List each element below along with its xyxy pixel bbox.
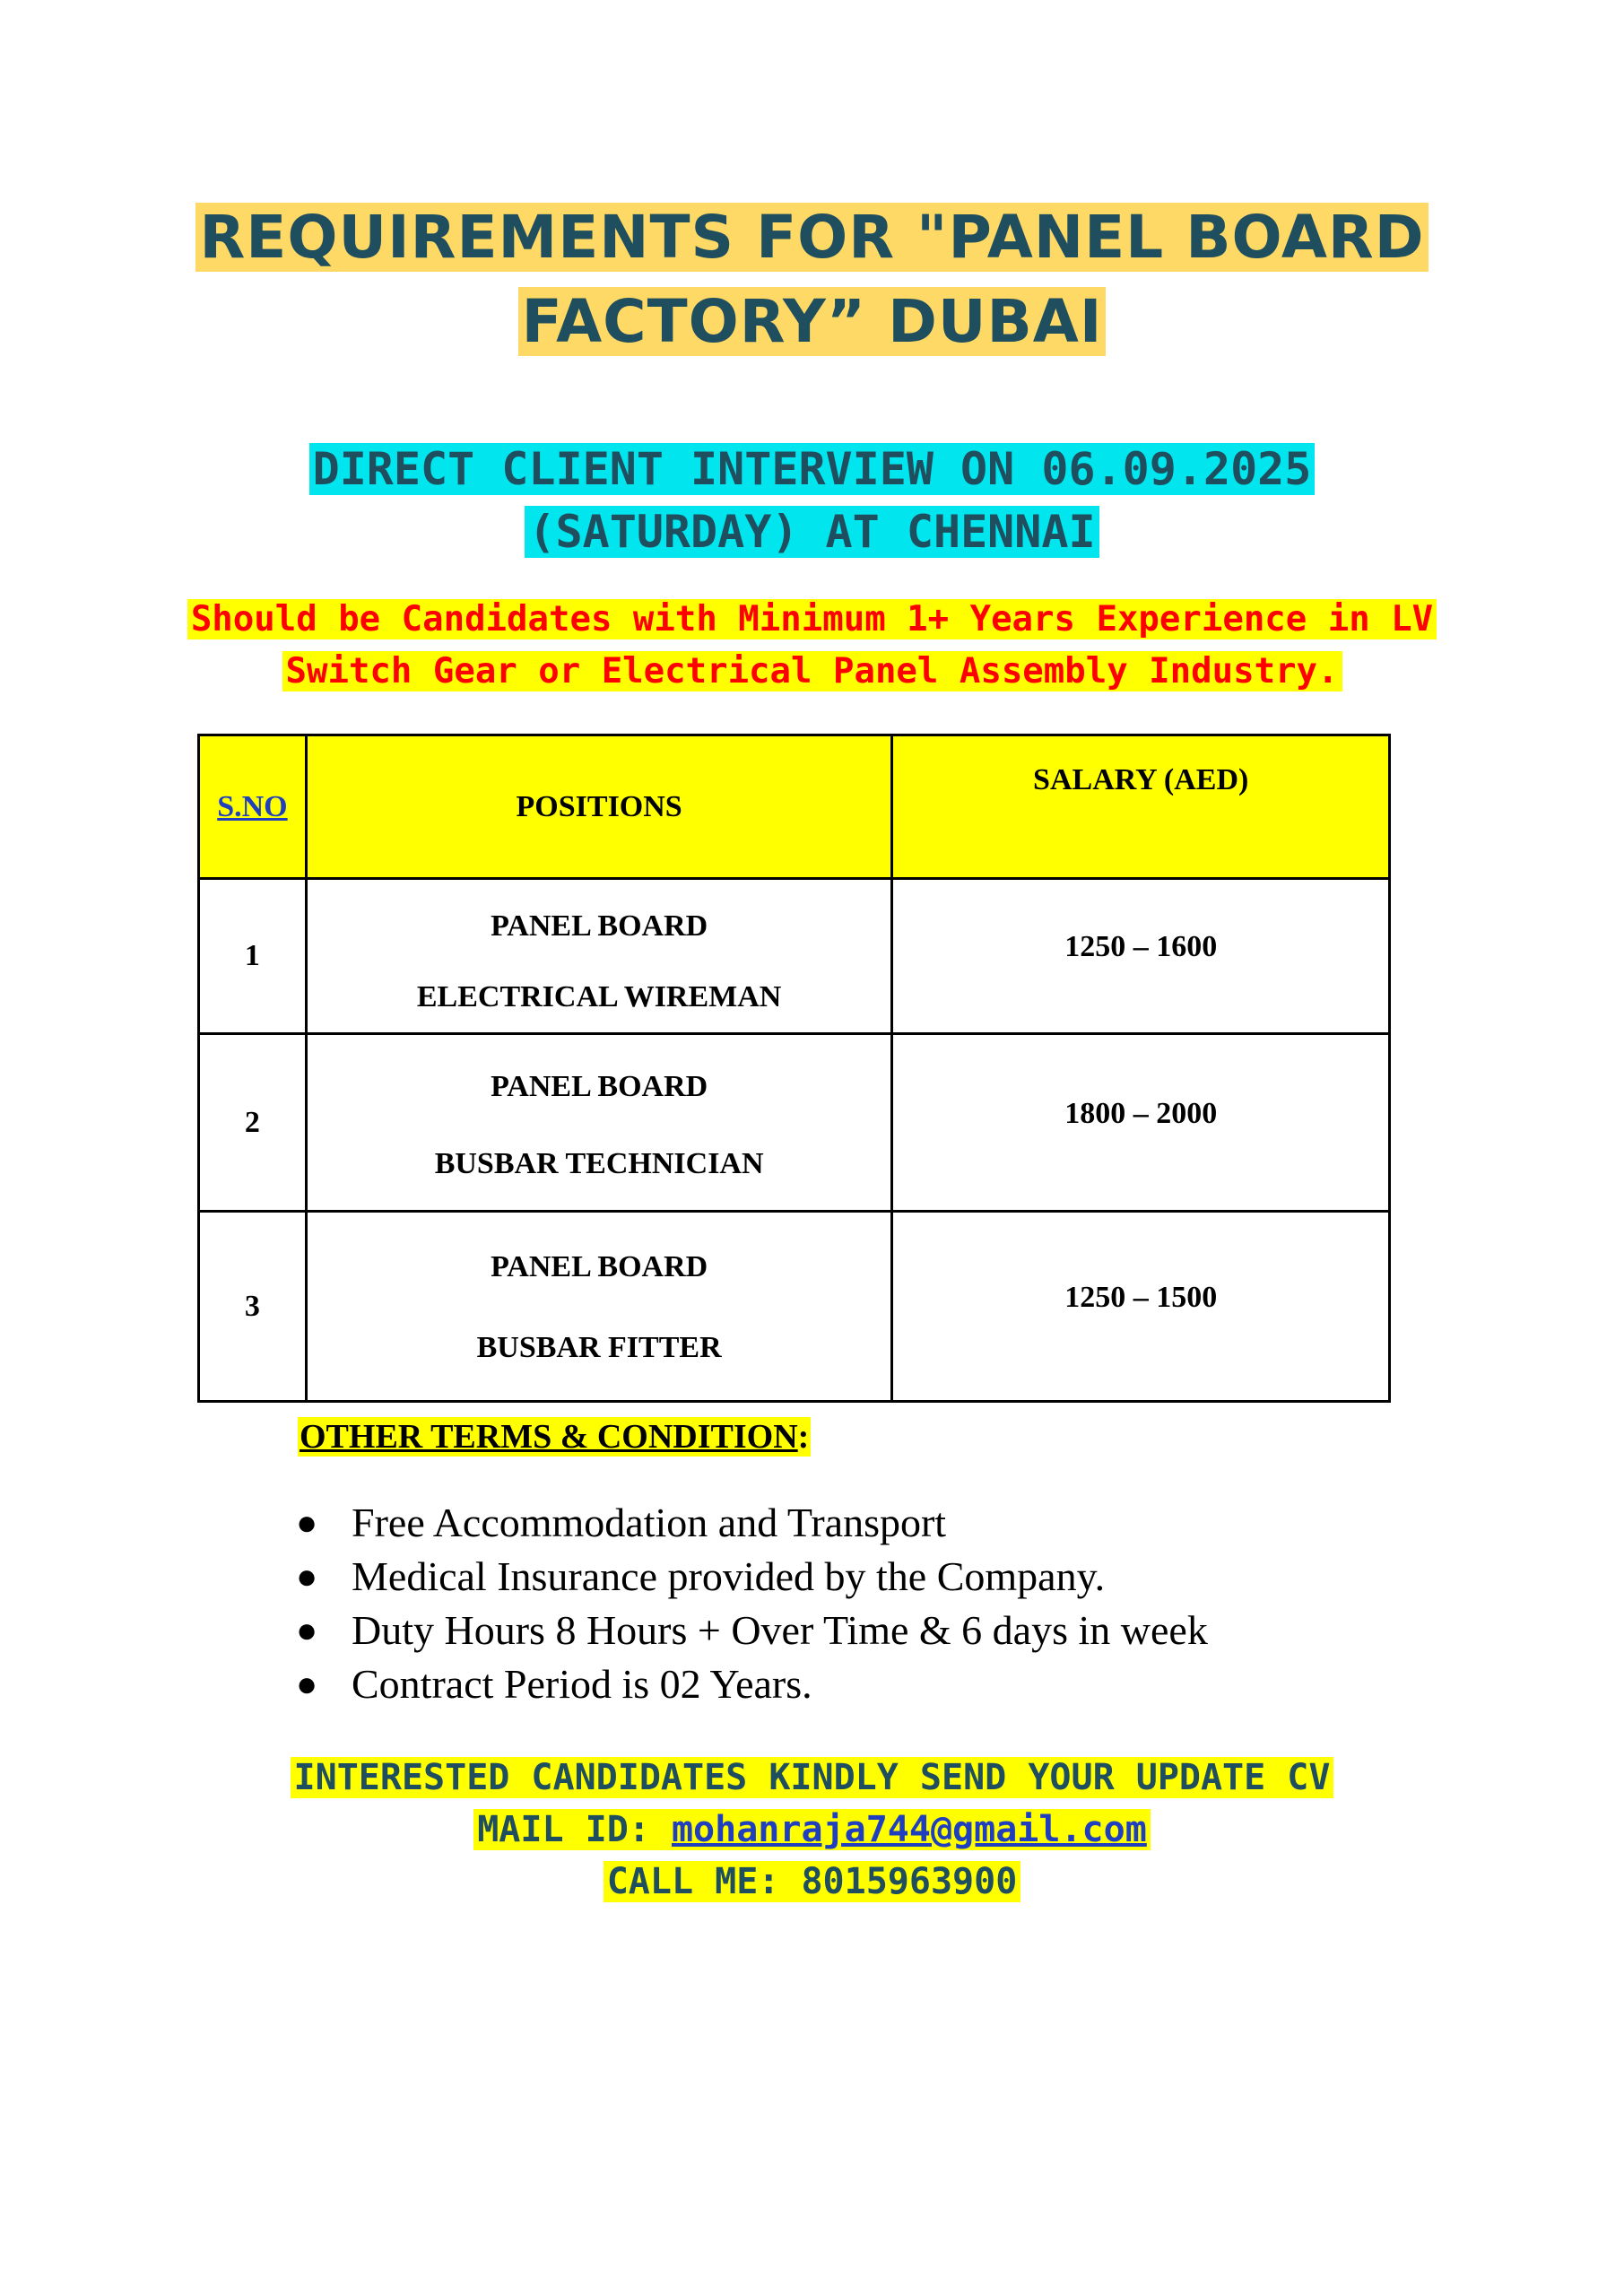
mail-line [473,1809,1151,1850]
list-item [296,1657,1208,1711]
row-sno: 3 [199,1212,307,1402]
row-salary: 1250 – 1600 [892,879,1390,1034]
header-positions: POSITIONS [306,735,892,879]
sno-header-link[interactable]: S.NO [217,789,288,823]
row-sno: 1 [199,879,307,1034]
list-item [296,1604,1208,1657]
row-position [306,1034,892,1212]
row-position [306,879,892,1034]
list-item [296,1550,1208,1604]
bullet-icon: ● [296,1556,318,1596]
term-text: Contract Period is 02 Years. [352,1661,812,1707]
term-text: Medical Insurance provided by the Company. [352,1553,1106,1599]
row-position [306,1212,892,1402]
interview-line-2: (SATURDAY) AT CHENNAI [525,506,1099,558]
bullet-icon: ● [296,1502,318,1543]
position-line-1: PANEL BOARD [491,909,708,943]
phone-line: CALL ME: 8015963900 [604,1861,1021,1902]
bullet-icon: ● [296,1610,318,1650]
requirement-line-2: Switch Gear or Electrical Panel Assembly Industry. [282,651,1342,691]
table-row [199,1212,1390,1402]
term-text: Duty Hours 8 Hours + Over Time & 6 days in week [352,1607,1208,1653]
terms-list [296,1496,1208,1711]
table-row [199,879,1390,1034]
title-line-1: REQUIREMENTS FOR "PANEL BOARD [195,203,1428,272]
terms-heading-text: OTHER TERMS & CONDITION [300,1418,798,1456]
position-line-1: PANEL BOARD [491,1069,708,1103]
contact-line-1: INTERESTED CANDIDATES KINDLY SEND YOUR UPDATE CV [291,1757,1334,1798]
terms-heading-colon: : [797,1418,810,1456]
position-line-2: BUSBAR TECHNICIAN [434,1146,764,1180]
positions-table [197,734,1391,1403]
row-sno: 2 [199,1034,307,1212]
row-salary: 1250 – 1500 [892,1212,1390,1402]
table-header-row [199,735,1390,879]
email-link[interactable]: mohanraja744@gmail.com [671,1809,1147,1850]
row-salary: 1800 – 2000 [892,1034,1390,1212]
list-item [296,1496,1208,1550]
interview-line-1: DIRECT CLIENT INTERVIEW ON 06.09.2025 [309,443,1316,495]
position-line-1: PANEL BOARD [491,1249,708,1283]
header-salary: SALARY (AED) [892,735,1390,879]
header-sno[interactable] [199,735,307,879]
contact-block [0,1752,1624,1908]
title-line-2: FACTORY” DUBAI [518,287,1107,356]
position-line-2: ELECTRICAL WIREMAN [416,980,782,1013]
terms-heading [298,1417,811,1457]
experience-requirement [0,594,1624,698]
bullet-icon: ● [296,1664,318,1704]
requirement-line-1: Should be Candidates with Minimum 1+ Years Experience in LV [187,599,1437,639]
interview-info [0,438,1624,563]
page-title [0,196,1624,364]
table-row [199,1034,1390,1212]
mail-label: MAIL ID: [477,1809,672,1850]
term-text: Free Accommodation and Transport [352,1500,947,1545]
position-line-2: BUSBAR FITTER [476,1330,722,1364]
